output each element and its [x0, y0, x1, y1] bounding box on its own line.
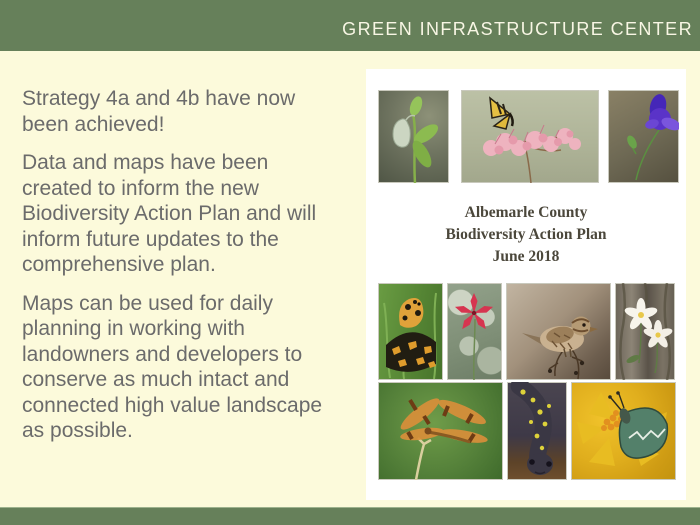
dragonfly-photo [378, 382, 503, 480]
biodiversity-action-plan-cover [366, 69, 686, 500]
collage-row-1 [378, 283, 676, 380]
white-wildflowers-illustration [615, 283, 675, 380]
cover-title [366, 202, 686, 268]
spotted-salamander-illustration [507, 382, 567, 480]
juniper-hairstreak-photo [571, 382, 676, 480]
clematis-flower-photo [378, 90, 449, 183]
paragraph-maps-daily-planning: Maps can be used for daily planning in working with landowners and developers to conserve as much intact and connected high value landscape as possible. [22, 291, 323, 442]
cover-title-line2: Biodiversity Action Plan [445, 226, 607, 243]
box-turtle-illustration [378, 283, 443, 380]
swallowtail-on-azalea-illustration [461, 90, 599, 183]
swallowtail-on-azalea-photo [461, 90, 599, 183]
white-wildflowers-photo [615, 283, 675, 380]
paragraph-data-maps-created: Data and maps have been created to inform the new Biodiversity Action Plan and will inform future updates to the comprehensive plan. [22, 151, 317, 276]
collage-row-2 [378, 382, 676, 480]
violet-flower-illustration [608, 90, 679, 183]
footer-bar [0, 507, 700, 525]
spotted-salamander-photo [507, 382, 567, 480]
header-title: GREEN INFRASTRUCTURE CENTER [342, 19, 693, 39]
body-text-block [22, 86, 327, 457]
cover-bottom-collage [378, 283, 676, 480]
fire-pink-flower-photo [447, 283, 502, 380]
cover-title-line3: June 2018 [492, 248, 560, 265]
cover-title-line1: Albemarle County [464, 204, 588, 221]
box-turtle-photo [378, 283, 443, 380]
fire-pink-flower-illustration [447, 283, 502, 380]
clematis-flower-illustration [378, 90, 449, 183]
juniper-hairstreak-illustration [571, 382, 676, 480]
violet-flower-photo [608, 90, 679, 183]
dragonfly-illustration [378, 382, 503, 480]
header-bar [0, 0, 700, 51]
cover-top-photo-row [378, 90, 679, 183]
song-sparrow-photo [506, 283, 611, 380]
paragraph-strategy-achieved: Strategy 4a and 4b have now been achieved! [22, 87, 296, 136]
song-sparrow-illustration [506, 283, 611, 380]
